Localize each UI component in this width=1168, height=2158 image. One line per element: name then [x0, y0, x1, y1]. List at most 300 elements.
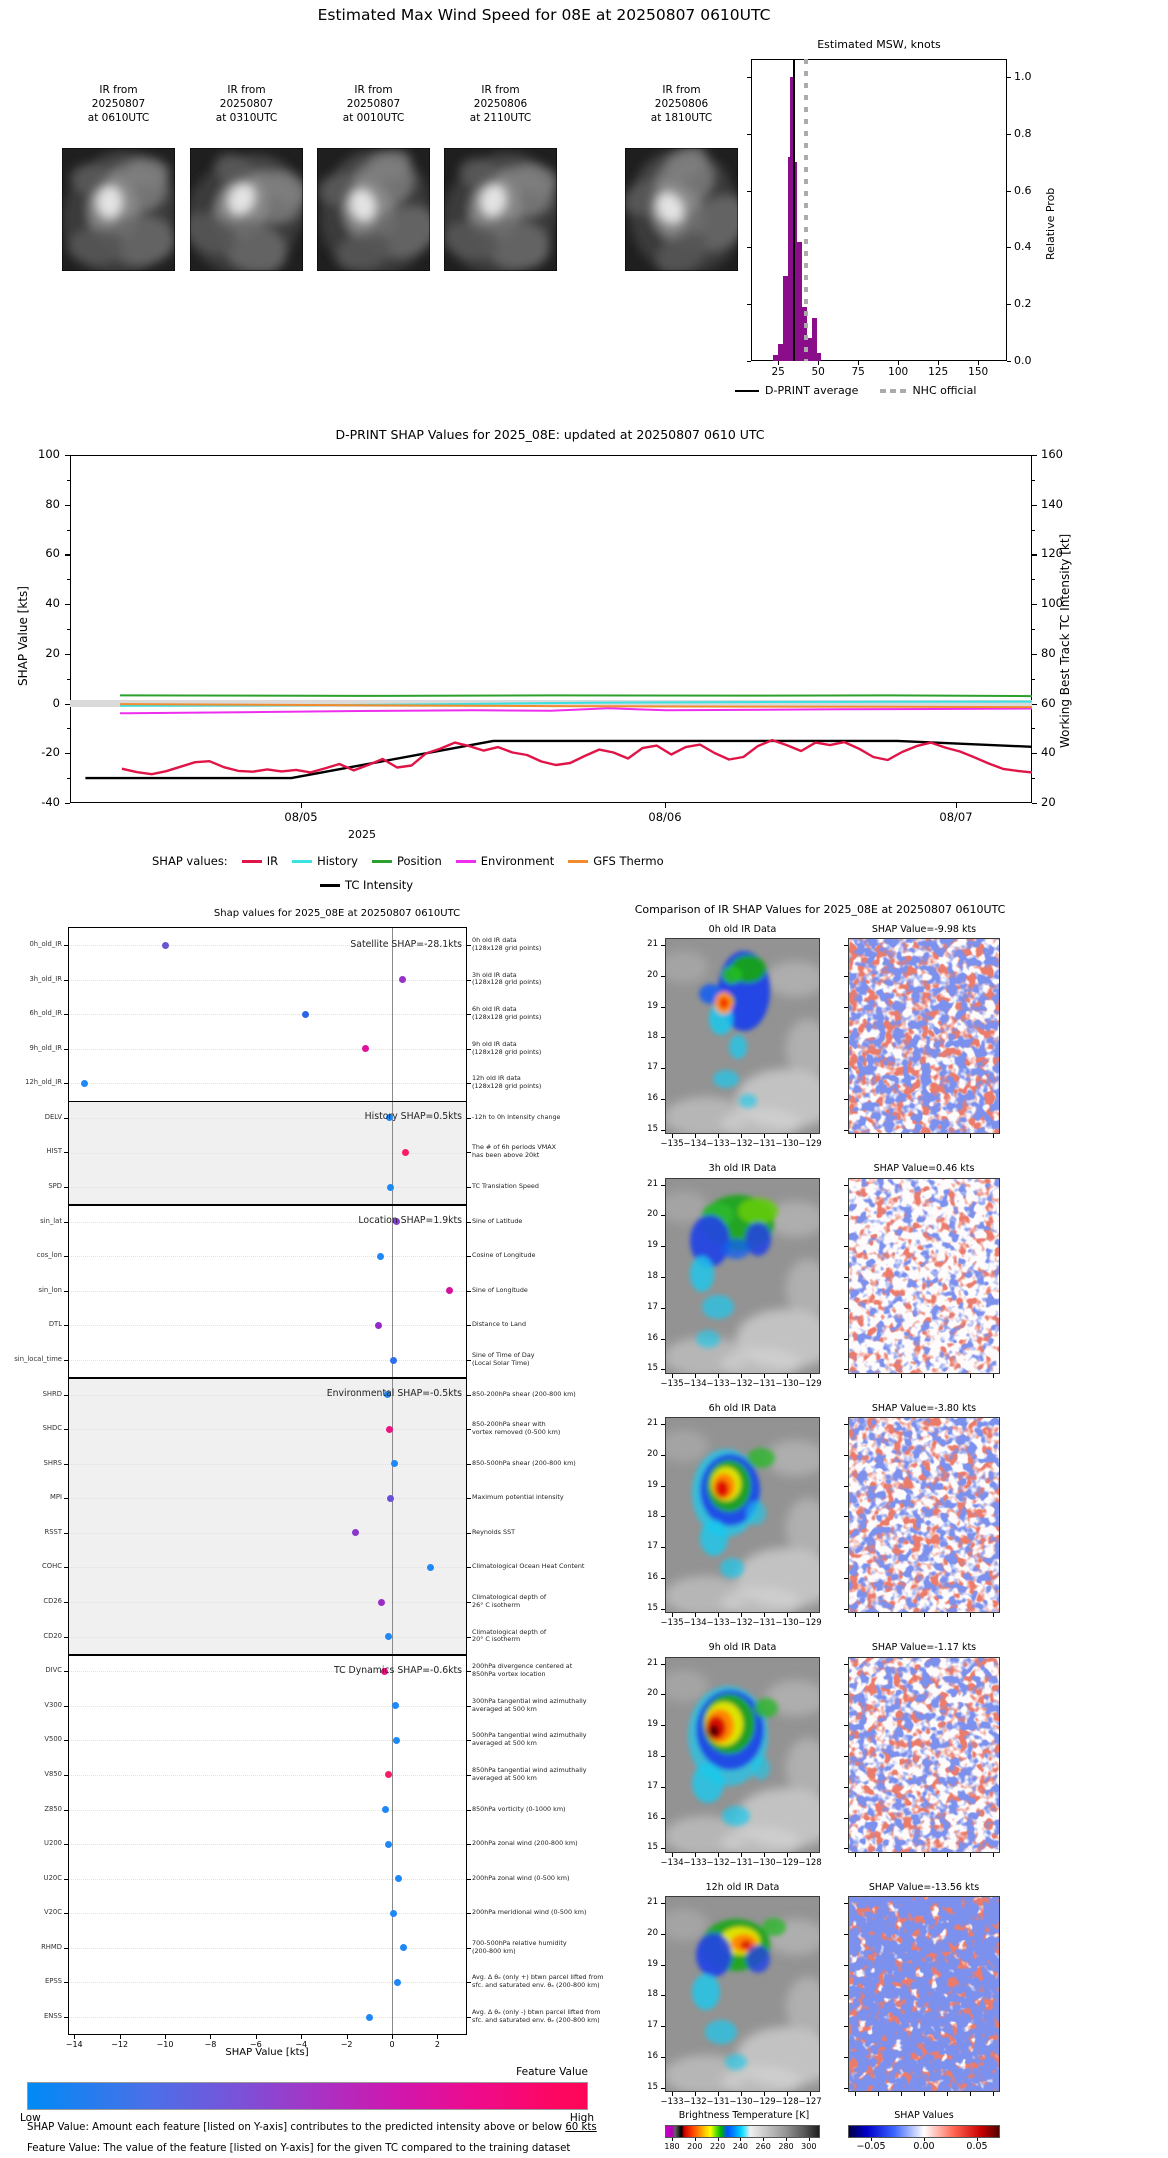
ts-legend-label: TC Intensity: [345, 878, 414, 892]
dot-feature-desc-10: Sine of Longitude: [472, 1285, 528, 1294]
dot-xtick-label-1: −12: [111, 2040, 129, 2049]
shap-colorbar-label: SHAP Values: [894, 2110, 954, 2121]
dot-feature-label-28: V20C: [43, 1908, 62, 1917]
comp-ytick-label-3-2: 19: [647, 1719, 658, 1730]
comp-shap-xtick-2-5: [970, 1613, 971, 1617]
comp-xtick-label-4-4: −129: [752, 2097, 776, 2107]
comp-shap-ytick-1-3: [844, 1277, 848, 1278]
timeseries-title: D-PRINT SHAP Values for 2025_08E: updated at 20250807 0610 UTC: [335, 427, 765, 442]
comp-ytick-label-1-0: 21: [647, 1178, 658, 1189]
dot-feature-label-17: RSST: [44, 1527, 62, 1536]
comp-ytick-4-3: [661, 1995, 665, 1996]
comp-ytick-2-3: [661, 1516, 665, 1517]
dot-feature-desc-15: 850-500hPa shear (200-800 km): [472, 1458, 576, 1467]
dot-right-tick-23: [467, 1740, 471, 1741]
comp-ytick-label-1-6: 15: [647, 1363, 658, 1374]
dot-feature-desc-5: -12h to 0h Intensity change: [472, 1112, 561, 1121]
comparison-shap-map-0: [848, 938, 1000, 1134]
dot-feature-desc-3: 9h old IR data (128x128 grid points): [472, 1039, 542, 1056]
dot-xtick-label-0: −14: [65, 2040, 83, 2049]
dot-right-tick-24: [467, 1775, 471, 1776]
bt-cb-tick-2: [718, 2138, 719, 2141]
comp-shap-ytick-1-0: [844, 1185, 848, 1186]
ts-ytick-right-minor-150: [1032, 480, 1035, 481]
dot-feature-label-23: V500: [44, 1735, 62, 1744]
solid-line-swatch: [735, 390, 759, 392]
dot-right-tick-25: [467, 1810, 471, 1811]
comp-xtick-label-4-5: −128: [775, 2097, 799, 2107]
timeseries-legend-row2: [320, 878, 413, 892]
dot-right-tick-21: [467, 1671, 471, 1672]
comp-shap-ytick-0-1: [844, 976, 848, 977]
footnote-feature-value: Feature Value: The value of the feature [listed on Y-axis] for the given TC compared to the training dataset: [27, 2143, 571, 2154]
ts-legend-label: GFS Thermo: [593, 854, 664, 868]
comp-xtick-label-3-6: −128: [798, 1857, 822, 1868]
comp-shap-xtick-3-2: [901, 1853, 902, 1857]
comp-shap-xtick-0-6: [993, 1134, 994, 1138]
comp-shap-xtick-3-1: [878, 1853, 879, 1857]
histogram-ytick-left-5: [747, 77, 751, 78]
comp-shap-xtick-4-1: [878, 2092, 879, 2096]
comp-ytick-label-1-5: 16: [647, 1332, 658, 1343]
comp-xtick-2-4: [764, 1613, 765, 1617]
dot-xtick-8: [437, 2035, 438, 2039]
comparison-ir-map-3: [665, 1657, 820, 1853]
dot-feature-desc-8: Sine of Latitude: [472, 1216, 523, 1225]
comp-shap-xtick-3-6: [993, 1853, 994, 1857]
histogram-ytick-left-2: [747, 247, 751, 248]
comp-shap-xtick-3-5: [970, 1853, 971, 1857]
comp-xtick-2-1: [695, 1613, 696, 1617]
comp-ytick-1-0: [661, 1185, 665, 1186]
comp-ytick-4-6: [661, 2088, 665, 2089]
comp-shap-xtick-4-5: [970, 2092, 971, 2096]
comp-ytick-3-5: [661, 1818, 665, 1819]
comp-xtick-4-6: [810, 2092, 811, 2096]
bt-cb-tick-1: [695, 2138, 696, 2141]
ir-thumb-label-3: IR from 20250806 at 2110UTC: [469, 84, 532, 124]
feature-value-colorbar: [27, 2082, 588, 2110]
comp-ytick-0-2: [661, 1007, 665, 1008]
bt-cb-tick-label-3: 240: [732, 2142, 749, 2151]
histogram-xtick-2: [858, 361, 859, 365]
comp-ytick-label-4-6: 15: [647, 2081, 658, 2092]
dot-xtick-2: [165, 2035, 166, 2039]
histogram-ylabel: Relative Prob: [1044, 187, 1057, 260]
comp-xtick-2-2: [718, 1613, 719, 1617]
comp-xtick-label-4-1: −132: [683, 2097, 707, 2107]
ts-ytick-right-label-5: 60: [1041, 695, 1056, 710]
comp-shap-xtick-2-0: [855, 1613, 856, 1617]
comp-ytick-label-4-3: 18: [647, 1989, 658, 2000]
legend-nhc-official-label: NHC official: [912, 384, 977, 397]
comparison-ir-map-0: [665, 938, 820, 1134]
comp-xtick-label-4-0: −133: [660, 2097, 684, 2107]
dot-feature-desc-21: 200hPa divergence centered at 850hPa vortex location: [472, 1662, 573, 1678]
comp-xtick-label-1-4: −131: [752, 1378, 776, 1389]
comp-ytick-label-3-0: 21: [647, 1657, 658, 1668]
comp-shap-ytick-3-2: [844, 1725, 848, 1726]
comp-shap-ytick-0-4: [844, 1068, 848, 1069]
comp-xtick-2-6: [810, 1613, 811, 1617]
ts-ytick-right-label-0: 160: [1041, 447, 1063, 461]
comp-xtick-label-2-1: −134: [683, 1618, 707, 1628]
dot-feature-desc-25: 850hPa vorticity (0-1000 km): [472, 1804, 566, 1813]
dot-right-tick-29: [467, 1948, 471, 1949]
ts-ytick-right-label-6: 40: [1041, 745, 1056, 760]
dot-right-tick-30: [467, 1982, 471, 1983]
comp-ytick-label-0-1: 20: [647, 969, 658, 980]
dot-right-tick-7: [467, 1187, 471, 1188]
comparison-shap-title-1: SHAP Value=0.46 kts: [873, 1163, 975, 1174]
comp-ytick-0-0: [661, 945, 665, 946]
ir-thumb-image-3: [444, 148, 557, 271]
comp-xtick-label-2-3: −132: [729, 1618, 753, 1628]
comp-xtick-1-1: [695, 1374, 696, 1378]
dot-right-tick-8: [467, 1222, 471, 1223]
dot-feature-desc-30: Avg. Δ θₑ (only +) btwn parcel lifted from sfc. and saturated env. θₑ (200-800 km): [472, 1973, 604, 1990]
line-swatch: [372, 860, 392, 863]
comp-ytick-2-4: [661, 1547, 665, 1548]
comp-ytick-1-6: [661, 1369, 665, 1370]
comp-xtick-label-2-5: −130: [775, 1618, 799, 1628]
comp-ytick-0-3: [661, 1037, 665, 1038]
comp-xtick-label-4-6: −127: [798, 2097, 822, 2107]
page-title: Estimated Max Wind Speed for 08E at 20250807 0610UTC: [317, 6, 771, 24]
footnote-shap-pre: SHAP Value: Amount each feature [listed on Y-axis] contributes to the predicted intensity above or below: [27, 2122, 566, 2133]
ts-ytick-right-5: [1032, 704, 1037, 705]
dot-xtick-label-6: −2: [340, 2040, 353, 2049]
comp-shap-xtick-4-6: [993, 2092, 994, 2096]
ts-ytick-right-label-3: 100: [1041, 596, 1063, 611]
comp-shap-xtick-2-3: [924, 1613, 925, 1617]
dot-feature-label-27: U20C: [43, 1873, 62, 1882]
dot-feature-label-13: SHRD: [42, 1389, 62, 1398]
comp-shap-xtick-2-1: [878, 1613, 879, 1617]
dot-feature-label-24: V850: [44, 1769, 62, 1778]
dot-plot-box: [68, 927, 467, 2035]
comp-ytick-label-3-3: 18: [647, 1749, 658, 1760]
comp-shap-xtick-1-6: [993, 1374, 994, 1378]
comp-shap-ytick-4-4: [844, 2026, 848, 2027]
comp-shap-xtick-0-4: [947, 1134, 948, 1138]
comp-xtick-0-6: [810, 1134, 811, 1138]
comparison-shap-title-0: SHAP Value=-9.98 kts: [871, 923, 977, 935]
comp-xtick-label-3-1: −133: [683, 1857, 707, 1868]
dot-section-label-0: Satellite SHAP=-28.1kts: [350, 938, 462, 950]
comp-ytick-label-1-2: 19: [647, 1240, 658, 1251]
histogram-ytick-right-3: [1007, 191, 1011, 192]
dot-right-tick-27: [467, 1879, 471, 1880]
comp-shap-xtick-2-2: [901, 1613, 902, 1617]
comp-ytick-2-6: [661, 1609, 665, 1610]
bt-cb-tick-label-0: 180: [664, 2142, 680, 2151]
dot-feature-label-8: sin_lat: [40, 1216, 62, 1225]
comp-shap-ytick-4-5: [844, 2057, 848, 2058]
ts-xtick-label-1: 08/06: [648, 810, 682, 824]
histogram-ytick-right-5: [1007, 77, 1011, 78]
dot-xtick-0: [74, 2035, 75, 2039]
comp-xtick-1-0: [672, 1374, 673, 1378]
shap-cb-tick-label-2: 0.05: [966, 2141, 988, 2152]
dot-feature-label-9: cos_lon: [36, 1251, 62, 1260]
comp-shap-ytick-2-4: [844, 1547, 848, 1548]
comp-ytick-label-3-6: 15: [647, 1842, 658, 1853]
comp-ytick-2-0: [661, 1424, 665, 1425]
dot-feature-desc-1: 3h old IR data (128x128 grid points): [472, 970, 542, 987]
ts-ytick-right-1: [1032, 505, 1037, 506]
ts-ytick-right-0: [1032, 455, 1037, 456]
ts-ytick-left-7: [65, 803, 70, 804]
dot-feature-label-21: DIVC: [45, 1666, 62, 1675]
comp-xtick-1-6: [810, 1374, 811, 1378]
dot-feature-desc-7: TC Translation Speed: [472, 1182, 539, 1191]
histogram-ytick-right-1: [1007, 304, 1011, 305]
comp-xtick-0-3: [741, 1134, 742, 1138]
histogram-xtick-label-1: 50: [811, 366, 825, 378]
dot-feature-label-30: EPSS: [44, 1977, 62, 1986]
comp-xtick-3-3: [741, 1853, 742, 1857]
comp-ytick-1-1: [661, 1215, 665, 1216]
dot-feature-desc-12: Sine of Time of Day (Local Solar Time): [472, 1350, 535, 1367]
dot-right-tick-10: [467, 1291, 471, 1292]
comp-ytick-3-0: [661, 1664, 665, 1665]
timeseries-lines: [70, 455, 1032, 803]
ts-legend-item-environment: [456, 854, 554, 868]
comp-shap-ytick-1-2: [844, 1246, 848, 1247]
comp-ytick-label-3-1: 20: [647, 1688, 658, 1699]
ts-ytick-right-2: [1032, 554, 1037, 555]
comp-xtick-3-4: [764, 1853, 765, 1857]
shap-plot-xlabel: SHAP Value [kts]: [225, 2047, 309, 2058]
ts-legend-item-tc-intensity: [320, 878, 413, 892]
comp-ytick-2-1: [661, 1455, 665, 1456]
histogram-xtick-0: [778, 361, 779, 365]
dot-feature-label-0: 0h_old_IR: [29, 940, 62, 948]
histogram-legend: [735, 384, 976, 397]
comp-ytick-3-2: [661, 1725, 665, 1726]
ts-legend-title: SHAP values:: [152, 854, 228, 868]
comp-ytick-1-2: [661, 1246, 665, 1247]
colorbar-high-label: High: [569, 2112, 594, 2124]
histogram-xtick-label-0: 25: [771, 366, 785, 378]
comp-ytick-label-0-6: 15: [647, 1123, 658, 1134]
dot-feature-desc-11: Distance to Land: [472, 1320, 527, 1329]
ts-xtick-2: [956, 803, 957, 808]
comp-xtick-label-0-4: −131: [752, 1139, 776, 1149]
comp-ytick-2-5: [661, 1578, 665, 1579]
dot-right-tick-13: [467, 1395, 471, 1396]
comparison-shap-map-2: [848, 1417, 1000, 1613]
comp-shap-xtick-0-0: [855, 1134, 856, 1138]
dot-feature-desc-29: 700-500hPa relative humidity (200-800 km): [472, 1938, 567, 1955]
comp-shap-xtick-4-0: [855, 2092, 856, 2096]
comp-xtick-3-5: [787, 1853, 788, 1857]
dot-right-tick-11: [467, 1325, 471, 1326]
comp-shap-ytick-2-5: [844, 1578, 848, 1579]
histogram-bar-11: [817, 353, 822, 362]
dot-feature-desc-22: 300hPa tangential wind azimuthally averaged at 500 km: [472, 1696, 587, 1713]
comparison-ir-map-2: [665, 1417, 820, 1613]
dot-feature-label-26: U200: [44, 1839, 62, 1848]
comp-xtick-2-0: [672, 1613, 673, 1617]
comp-xtick-label-0-6: −129: [798, 1139, 822, 1149]
ir-thumb-image-4: [625, 148, 738, 271]
comp-shap-ytick-3-1: [844, 1694, 848, 1695]
comp-ytick-3-3: [661, 1756, 665, 1757]
comp-xtick-4-4: [764, 2092, 765, 2096]
line-swatch: [456, 860, 476, 863]
comp-ytick-4-4: [661, 2026, 665, 2027]
comp-ytick-label-2-3: 18: [647, 1510, 658, 1521]
comp-ytick-1-4: [661, 1308, 665, 1309]
dot-feature-label-11: DTL: [48, 1320, 62, 1329]
comp-ytick-label-1-4: 17: [647, 1301, 658, 1312]
comp-shap-xtick-0-1: [878, 1134, 879, 1138]
histogram-ytick-right-2: [1007, 247, 1011, 248]
histogram-xtick-5: [978, 361, 979, 365]
comp-xtick-3-6: [810, 1853, 811, 1857]
dot-feature-desc-13: 850-200hPa shear (200-800 km): [472, 1389, 576, 1398]
comp-ytick-3-6: [661, 1848, 665, 1849]
histogram-ytick-label-2: 0.4: [1014, 240, 1032, 254]
timeseries-ylabel-left: SHAP Value [kts]: [16, 586, 30, 686]
comp-ytick-0-6: [661, 1130, 665, 1131]
comp-xtick-label-2-2: −133: [706, 1618, 730, 1628]
histogram-ytick-left-3: [747, 191, 751, 192]
shap-cb-tick-label-0: −0.05: [856, 2141, 886, 2152]
comp-ytick-2-2: [661, 1486, 665, 1487]
comp-ytick-label-2-4: 17: [647, 1541, 658, 1552]
dot-feature-label-3: 9h_old_IR: [29, 1043, 62, 1052]
dot-feature-label-15: SHRS: [43, 1458, 62, 1467]
ts-ytick-right-minor-30: [1032, 778, 1035, 779]
comp-ytick-label-4-5: 16: [647, 2051, 658, 2062]
comp-xtick-4-3: [741, 2092, 742, 2096]
comp-xtick-1-3: [741, 1374, 742, 1378]
ts-ytick-left-label-3: 40: [45, 596, 60, 611]
comp-xtick-label-1-3: −132: [729, 1378, 753, 1389]
comp-ytick-0-4: [661, 1068, 665, 1069]
comp-ytick-1-3: [661, 1277, 665, 1278]
comp-shap-xtick-3-0: [855, 1853, 856, 1857]
comp-shap-ytick-2-2: [844, 1486, 848, 1487]
legend-dprint-average-label: D-PRINT average: [765, 384, 859, 397]
comp-ytick-label-1-3: 18: [647, 1270, 658, 1281]
histogram-ytick-label-4: 0.8: [1014, 126, 1032, 140]
histogram-xtick-label-5: 150: [968, 366, 989, 378]
comp-ytick-label-0-5: 16: [647, 1093, 658, 1104]
comp-shap-ytick-0-0: [844, 945, 848, 946]
shap-values-colorbar: [848, 2125, 1000, 2138]
feature-value-colorbar-label: Feature Value: [516, 2066, 588, 2078]
series-environment: [120, 708, 1032, 713]
comp-xtick-1-2: [718, 1374, 719, 1378]
dot-xtick-4: [256, 2035, 257, 2039]
ts-ytick-right-6: [1032, 753, 1037, 754]
comp-xtick-0-1: [695, 1134, 696, 1138]
comp-shap-ytick-4-0: [844, 1903, 848, 1904]
bt-cb-tick-4: [763, 2138, 764, 2141]
ts-legend-item-ir: [242, 854, 278, 868]
bt-colorbar-label: Brightness Temperature [K]: [678, 2110, 810, 2121]
comparison-shap-title-3: SHAP Value=-1.17 kts: [871, 1642, 977, 1653]
comp-ytick-label-4-1: 20: [647, 1927, 658, 1938]
ts-ytick-right-minor-70: [1032, 679, 1035, 680]
ts-ytick-right-label-4: 80: [1041, 645, 1056, 660]
comp-shap-xtick-1-5: [970, 1374, 971, 1378]
comp-xtick-4-1: [695, 2092, 696, 2096]
dot-xtick-3: [210, 2035, 211, 2039]
footnote-shap-value: [27, 2122, 597, 2133]
comp-xtick-1-4: [764, 1374, 765, 1378]
comp-xtick-label-0-3: −132: [729, 1139, 753, 1149]
shap-cb-tick-label-1: 0.00: [913, 2141, 935, 2152]
dot-right-tick-5: [467, 1118, 471, 1119]
comp-shap-ytick-3-3: [844, 1756, 848, 1757]
comp-ytick-0-5: [661, 1099, 665, 1100]
dot-feature-label-6: HIST: [46, 1147, 62, 1156]
comp-xtick-label-0-0: −135: [660, 1139, 684, 1149]
ts-legend-item-position: [372, 854, 442, 868]
comp-xtick-4-0: [672, 2092, 673, 2096]
dot-right-tick-14: [467, 1429, 471, 1430]
ts-ytick-right-4: [1032, 654, 1037, 655]
dashed-line-swatch: [880, 389, 906, 393]
comp-shap-ytick-3-6: [844, 1848, 848, 1849]
comp-shap-ytick-3-0: [844, 1664, 848, 1665]
dot-feature-desc-0: 0h old IR data (128x128 grid points): [472, 936, 542, 952]
series-ir: [122, 740, 1032, 774]
ts-xtick-label-2: 08/07: [939, 810, 973, 824]
dot-feature-label-20: CD20: [43, 1631, 62, 1640]
comparison-shap-title-4: SHAP Value=-13.56 kts: [868, 1881, 980, 1893]
comp-xtick-2-3: [741, 1613, 742, 1617]
dprint-average-line: [793, 59, 795, 361]
dot-feature-desc-18: Climatological Ocean Heat Content: [472, 1562, 585, 1571]
comp-shap-ytick-3-4: [844, 1787, 848, 1788]
ts-legend-label: IR: [266, 854, 279, 868]
histogram-ytick-label-3: 0.6: [1014, 183, 1032, 197]
comp-shap-ytick-3-5: [844, 1818, 848, 1819]
ts-ytick-left-label-5: 0: [52, 695, 60, 710]
ir-thumb-image-2: [317, 148, 430, 271]
dot-feature-label-12: sin_local_time: [14, 1354, 62, 1363]
ts-ytick-right-label-2: 120: [1041, 546, 1063, 561]
comp-xtick-label-3-0: −134: [660, 1857, 684, 1868]
dot-xtick-label-7: 0: [389, 2040, 395, 2049]
dot-feature-desc-2: 6h old IR data (128x128 grid points): [472, 1005, 542, 1021]
dot-feature-desc-17: Reynolds SST: [472, 1527, 516, 1536]
comparison-ir-title-2: 6h old IR Data: [708, 1402, 777, 1414]
bt-cb-tick-5: [786, 2138, 787, 2141]
comp-ytick-label-1-1: 20: [647, 1209, 658, 1220]
comp-shap-xtick-0-5: [970, 1134, 971, 1138]
comp-shap-ytick-2-3: [844, 1516, 848, 1517]
histogram-ytick-label-5: 1.0: [1014, 70, 1032, 83]
comp-ytick-4-2: [661, 1965, 665, 1966]
comp-shap-ytick-4-2: [844, 1965, 848, 1966]
dot-xtick-label-2: −10: [156, 2040, 174, 2049]
comp-xtick-label-0-2: −133: [706, 1139, 730, 1149]
dot-right-tick-22: [467, 1706, 471, 1707]
dot-feature-label-4: 12h_old_IR: [25, 1078, 62, 1087]
comp-shap-xtick-0-2: [901, 1134, 902, 1138]
comp-shap-ytick-4-1: [844, 1934, 848, 1935]
histogram-ytick-right-4: [1007, 134, 1011, 135]
ts-xtick-label-0: 08/05: [284, 810, 318, 824]
footnote-shap-underline: 60 kts: [565, 2122, 597, 2133]
